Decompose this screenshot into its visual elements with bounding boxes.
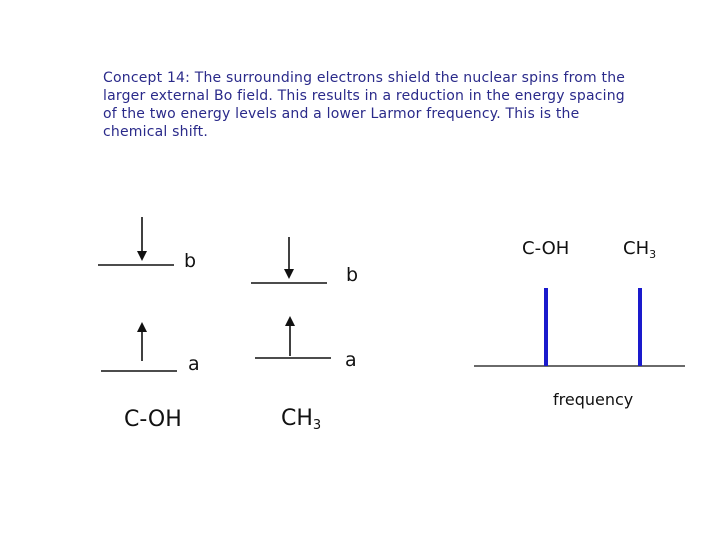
concept-line-2: larger external Bo field. This results in a reduction in the energy spacing — [103, 88, 625, 104]
concept-line-3: of the two energy levels and a lower Larmor frequency. This is the — [103, 106, 580, 122]
concept-line-4: chemical shift. — [103, 124, 209, 140]
peak-label-coh: C-OH — [522, 238, 570, 259]
coh-upper-level-label: b — [184, 250, 197, 272]
ch3-lower-level-label: a — [345, 349, 357, 371]
peak-label-ch3-main: CH — [623, 238, 650, 259]
concept-line-1: Concept 14: The surrounding electrons shield the nuclear spins from the — [103, 70, 626, 86]
peak-label-ch3-sub: 3 — [649, 248, 657, 261]
ch3-diagram-name-sub: 3 — [312, 418, 322, 433]
spectrum-axis-label: frequency — [553, 390, 634, 409]
ch3-upper-level-label: b — [346, 264, 359, 286]
peak-label-ch3 — [623, 238, 656, 266]
coh-diagram-name: C-OH — [124, 407, 182, 432]
coh-lower-level-label: a — [188, 353, 200, 375]
ch3-diagram-name-main: CH — [281, 406, 313, 431]
ch3-diagram-name — [281, 408, 321, 437]
